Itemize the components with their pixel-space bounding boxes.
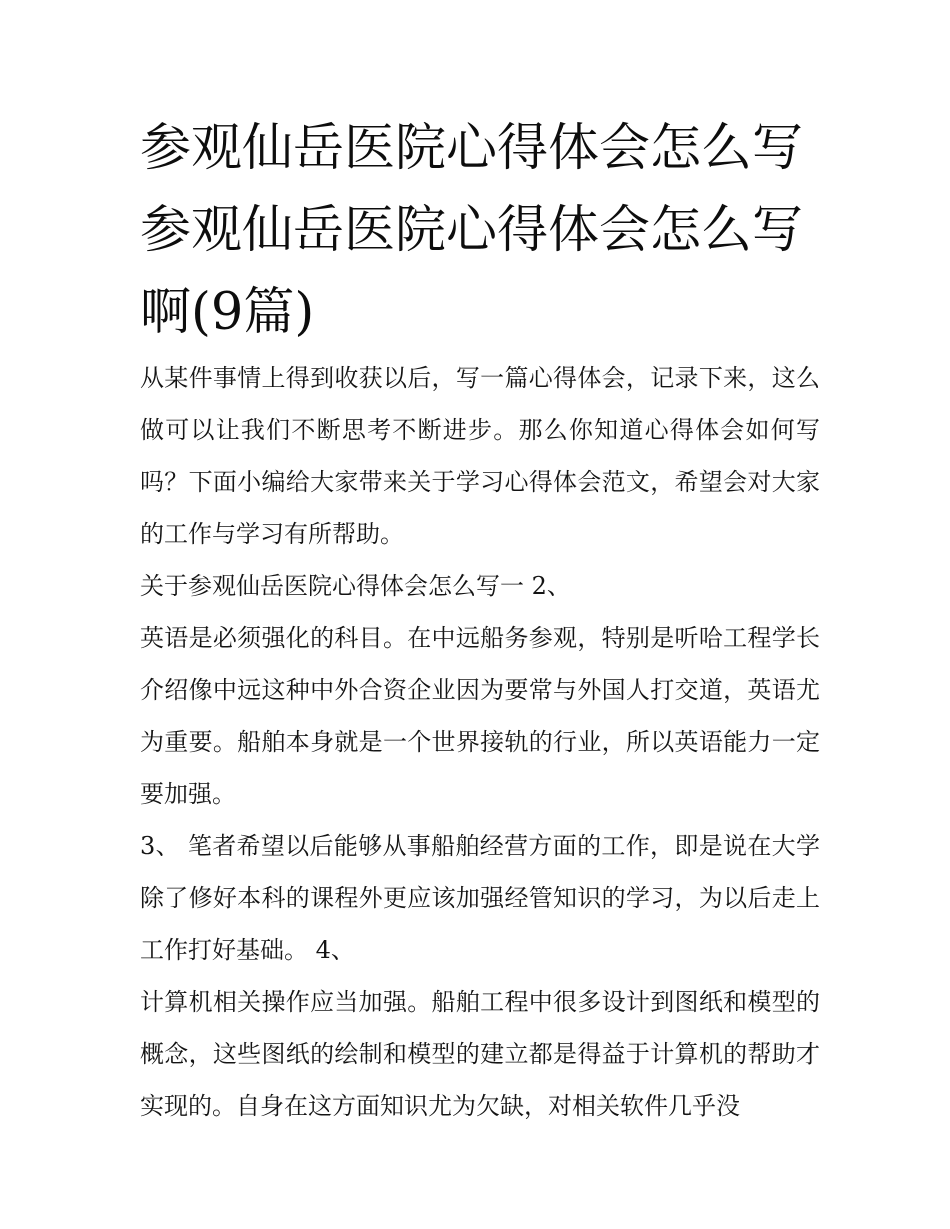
- document-body: [140, 352, 820, 1132]
- paragraph-intro: 从某件事情上得到收获以后，写一篇心得体会，记录下来，这么做可以让我们不断思考不断进步。那么你知道心得体会如何写吗？下面小编给大家带来关于学习心得体会范文，希望会对大家的工作与学习有所帮助。: [140, 364, 820, 548]
- document-title: 参观仙岳医院心得体会怎么写参观仙岳医院心得体会怎么写啊(9篇): [140, 119, 804, 342]
- paragraph-computer: 计算机相关操作应当加强。船舶工程中很多设计到图纸和模型的概念，这些图纸的绘制和模型的建立都是得益于计算机的帮助才实现的。自身在这方面知识尤为欠缺，对相关软件几乎没: [140, 988, 820, 1120]
- paragraph-management: 3、 笔者希望以后能够从事船舶经营方面的工作，即是说在大学除了修好本科的课程外更应该加强经管知识的学习，为以后走上工作打好基础。 4、: [140, 832, 820, 964]
- paragraph-english: 英语是必须强化的科目。在中远船务参观，特别是听哈工程学长介绍像中远这种中外合资企业因为要常与外国人打交道，英语尤为重要。船舶本身就是一个世界接轨的行业，所以英语能力一定要加强。: [140, 624, 820, 808]
- section-heading: 关于参观仙岳医院心得体会怎么写一 2、: [140, 572, 571, 600]
